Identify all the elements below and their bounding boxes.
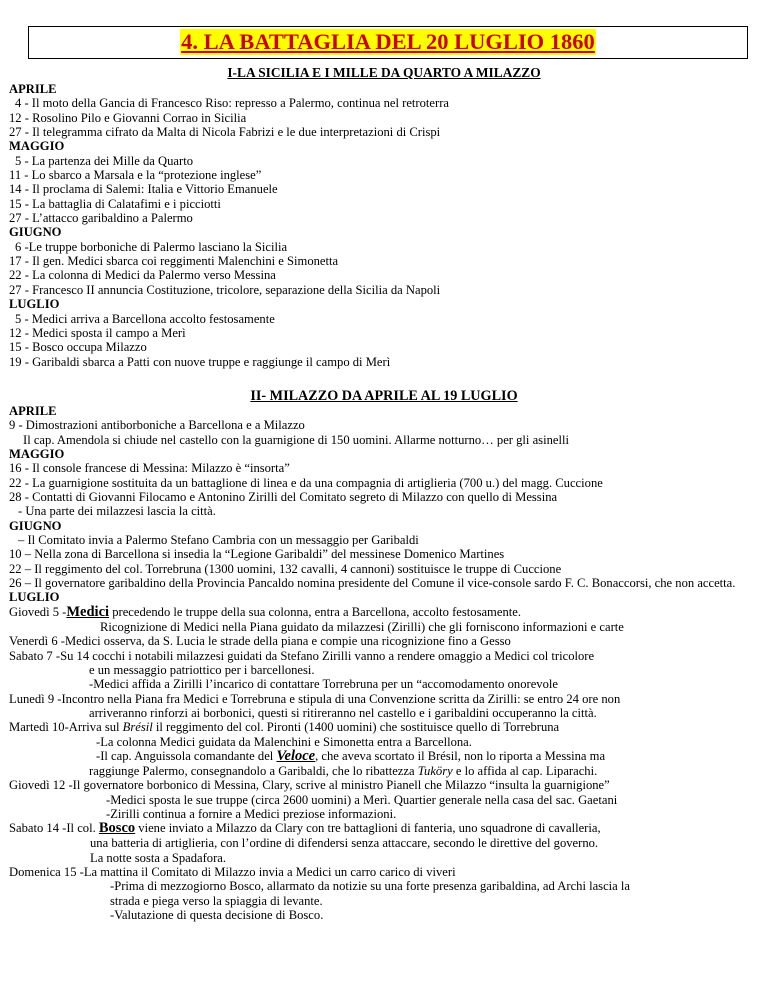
timeline-entry: 28 - Contatti di Giovanni Filocamo e Antonino Zirilli del Comitato segreto di Milazzo con quello di Messina [9, 490, 558, 505]
timeline-entry: Venerdì 6 -Medici osserva, da S. Lucia le strade della piana e compie una ricognizione fino a Gesso [9, 634, 511, 649]
timeline-entry: -La colonna Medici guidata da Malenchini e Simonetta entra a Barcellona. [96, 734, 472, 749]
entry-date: Giovedì 5 - [9, 604, 67, 619]
timeline-entry: 5 - La partenza dei Mille da Quarto [15, 153, 193, 168]
ship-name: Brésil [122, 720, 153, 735]
timeline-entry: 12 - Rosolino Pilo e Giovanni Corrao in Sicilia [9, 110, 247, 125]
timeline-entry: una batteria di artiglieria, con l’ordine di difendersi senza attaccare, secondo le direttive del governo. [90, 836, 599, 851]
month-heading: APRILE [9, 82, 57, 96]
month-heading: GIUGNO [9, 225, 62, 240]
timeline-entry: 15 - Bosco occupa Milazzo [9, 340, 147, 355]
timeline-entry [9, 649, 759, 663]
timeline-entry: - Una parte dei milazzesi lascia la città. [18, 504, 216, 519]
bosco-name: Bosco [98, 820, 136, 837]
entry-text: -Il cap. Anguissola comandante del [96, 748, 277, 763]
timeline-entry: 12 - Medici sposta il campo a Merì [9, 325, 186, 340]
timeline-entry [9, 749, 759, 764]
timeline-entry: – Il Comitato invia a Palermo Stefano Cambria con un messaggio per Garibaldi [18, 533, 419, 548]
medici-name: Medici [66, 603, 110, 620]
timeline-entry: 27 - Francesco II annuncia Costituzione, tricolore, separazione della Sicilia da Napoli [9, 282, 441, 297]
timeline-entry: Domenica 15 -La mattina il Comitato di Milazzo invia a Medici un carro carico di viveri [9, 864, 456, 879]
ship-name-veloce: Veloce [276, 747, 316, 764]
month-heading: APRILE [9, 404, 57, 418]
timeline-entry: Il cap. Amendola si chiude nel castello con la guarnigione di 150 uomini. Allarme notturno… per gli asinelli [23, 432, 569, 447]
entry-text: viene inviato a Milazzo da Clary con tre battaglioni di fanteria, uno squadrone di cavalleria, [135, 821, 601, 836]
timeline-entry: 27 - L’attacco garibaldino a Palermo [9, 211, 193, 226]
timeline-entry: Giovedì 12 -Il governatore borbonico di Messina, Clary, scrive al ministro Pianell che Milazzo “insulta la guarnigione” [9, 778, 610, 793]
section-2-heading: II- MILAZZO DA APRILE AL 19 LUGLIO [250, 388, 518, 404]
timeline-entry: -Valutazione di questa decisione di Bosco. [110, 908, 324, 922]
timeline-entry: 11 - Lo sbarco a Marsala e la “protezione inglese” [9, 168, 262, 183]
timeline-entry [9, 605, 759, 620]
entry-text: Martedì 10-Arriva sul [9, 720, 123, 735]
entry-date: Sabato 14 -Il col. [9, 821, 99, 836]
document-title: 4. LA BATTAGLIA DEL 20 LUGLIO 1860 [181, 29, 595, 54]
timeline-entry: 14 - Il proclama di Salemi: Italia e Vittorio Emanuele [9, 182, 278, 197]
month-heading: GIUGNO [9, 518, 62, 533]
timeline-entry: -Medici affida a Zirilli l’incarico di contattare Torrebruna per un “accomodamento onorevole [89, 677, 558, 692]
timeline-entry [9, 764, 759, 778]
timeline-entry: strada e piega verso la spiaggia di levante. [110, 893, 323, 908]
timeline-entry: 26 – Il governatore garibaldino della Provincia Pancaldo nomina presidente del Comune il vice-console sardo F. C. Bonaccorsi, che non accetta. [9, 576, 736, 591]
timeline-entry: 17 - Il gen. Medici sbarca coi reggimenti Malenchini e Simonetta [9, 254, 339, 269]
timeline-entry: -Prima di mezzogiorno Bosco, allarmato da notizie su una forte presenza garibaldina, ad Archi lascia la [110, 879, 631, 894]
timeline-entry: e un messaggio patriottico per i barcellonesi. [89, 662, 315, 677]
timeline-entry: 16 - Il console francese di Messina: Milazzo è “insorta” [9, 461, 290, 476]
timeline-entry: 22 - La colonna di Medici da Palermo verso Messina [9, 268, 276, 283]
entry-text: e lo affida al cap. Liparachi. [452, 763, 598, 778]
timeline-entry: 15 - La battaglia di Calatafimi e i picciotti [9, 196, 221, 211]
entry-text: il reggimento del col. Pironti (1400 uomini) che sostituisce quello di Torrebruna [152, 720, 560, 735]
month-heading: MAGGIO [9, 447, 65, 462]
month-heading: MAGGIO [9, 139, 65, 154]
timeline-entry: 22 - La guarnigione sostituita da un battaglione di linea e da una compagnia di artiglieria (700 u.) del magg. Cuccione [9, 475, 603, 490]
timeline-entry: 5 - Medici arriva a Barcellona accolto festosamente [15, 311, 275, 326]
entry-text: raggiunge Palermo, consegnandolo a Garibaldi, che lo ribattezza [89, 763, 418, 778]
section-1-heading: I-LA SICILIA E I MILLE DA QUARTO A MILAZZO [227, 65, 541, 80]
timeline-entry: 6 -Le truppe borboniche di Palermo lasciano la Sicilia [15, 239, 288, 254]
entry-date: Sabato 7 [9, 648, 53, 663]
entry-text: , che aveva scortato il Brésil, non lo riporta a Messina ma [315, 748, 606, 763]
timeline-entry: La notte sosta a Spadafora. [90, 850, 227, 865]
section-2-timeline [9, 404, 759, 922]
timeline-entry: 4 - Il moto della Gancia di Francesco Riso: represso a Palermo, continua nel retroterra [15, 96, 449, 111]
month-heading: LUGLIO [9, 590, 60, 605]
timeline-entry: arriveranno rinforzi ai borbonici, questi si ritireranno nel castello e i garibaldini occuperanno la città. [89, 705, 597, 720]
section-1-timeline [9, 82, 759, 369]
timeline-entry [9, 720, 759, 734]
timeline-entry: 22 – Il reggimento del col. Torrebruna (1300 uomini, 132 cavalli, 4 cannoni) sostituisce le truppe di Cuccione [9, 561, 562, 576]
ship-name-tukory: Tuköry [417, 763, 453, 778]
timeline-entry: 10 – Nella zona di Barcellona si insedia la “Legione Garibaldi” del messinese Domenico Martines [9, 547, 505, 562]
timeline-entry: Ricognizione di Medici nella Piana guidato da milazzesi (Zirilli) che gli forniscono informazioni e carte [100, 619, 624, 634]
timeline-entry [9, 821, 759, 836]
timeline-entry: 27 - Il telegramma cifrato da Malta di Nicola Fabrizi e le due interpretazioni di Crispi [9, 125, 441, 140]
timeline-entry: -Medici sposta le sue truppe (circa 2600 uomini) a Merì. Quartier generale nella casa del sac. Gaetani [106, 792, 618, 807]
timeline-entry: -Zirilli continua a fornire a Medici preziose informazioni. [106, 806, 397, 821]
month-heading: LUGLIO [9, 297, 60, 312]
timeline-entry: Lunedì 9 -Incontro nella Piana fra Medici e Torrebruna e stipula di una Convenzione scritta da Zirilli: se entro 24 ore non [9, 691, 621, 706]
timeline-entry: 9 - Dimostrazioni antiborboniche a Barcellona e a Milazzo [9, 418, 305, 433]
entry-text: -Su 14 cocchi i notabili milazzesi guidati da Stefano Zirilli vanno a rendere omaggio a Medici col tricolore [52, 648, 595, 663]
entry-text: precedendo le truppe della sua colonna, entra a Barcellona, accolto festosamente. [109, 604, 521, 619]
timeline-entry: 19 - Garibaldi sbarca a Patti con nuove truppe e raggiunge il campo di Merì [9, 354, 391, 369]
title-box [28, 26, 748, 59]
